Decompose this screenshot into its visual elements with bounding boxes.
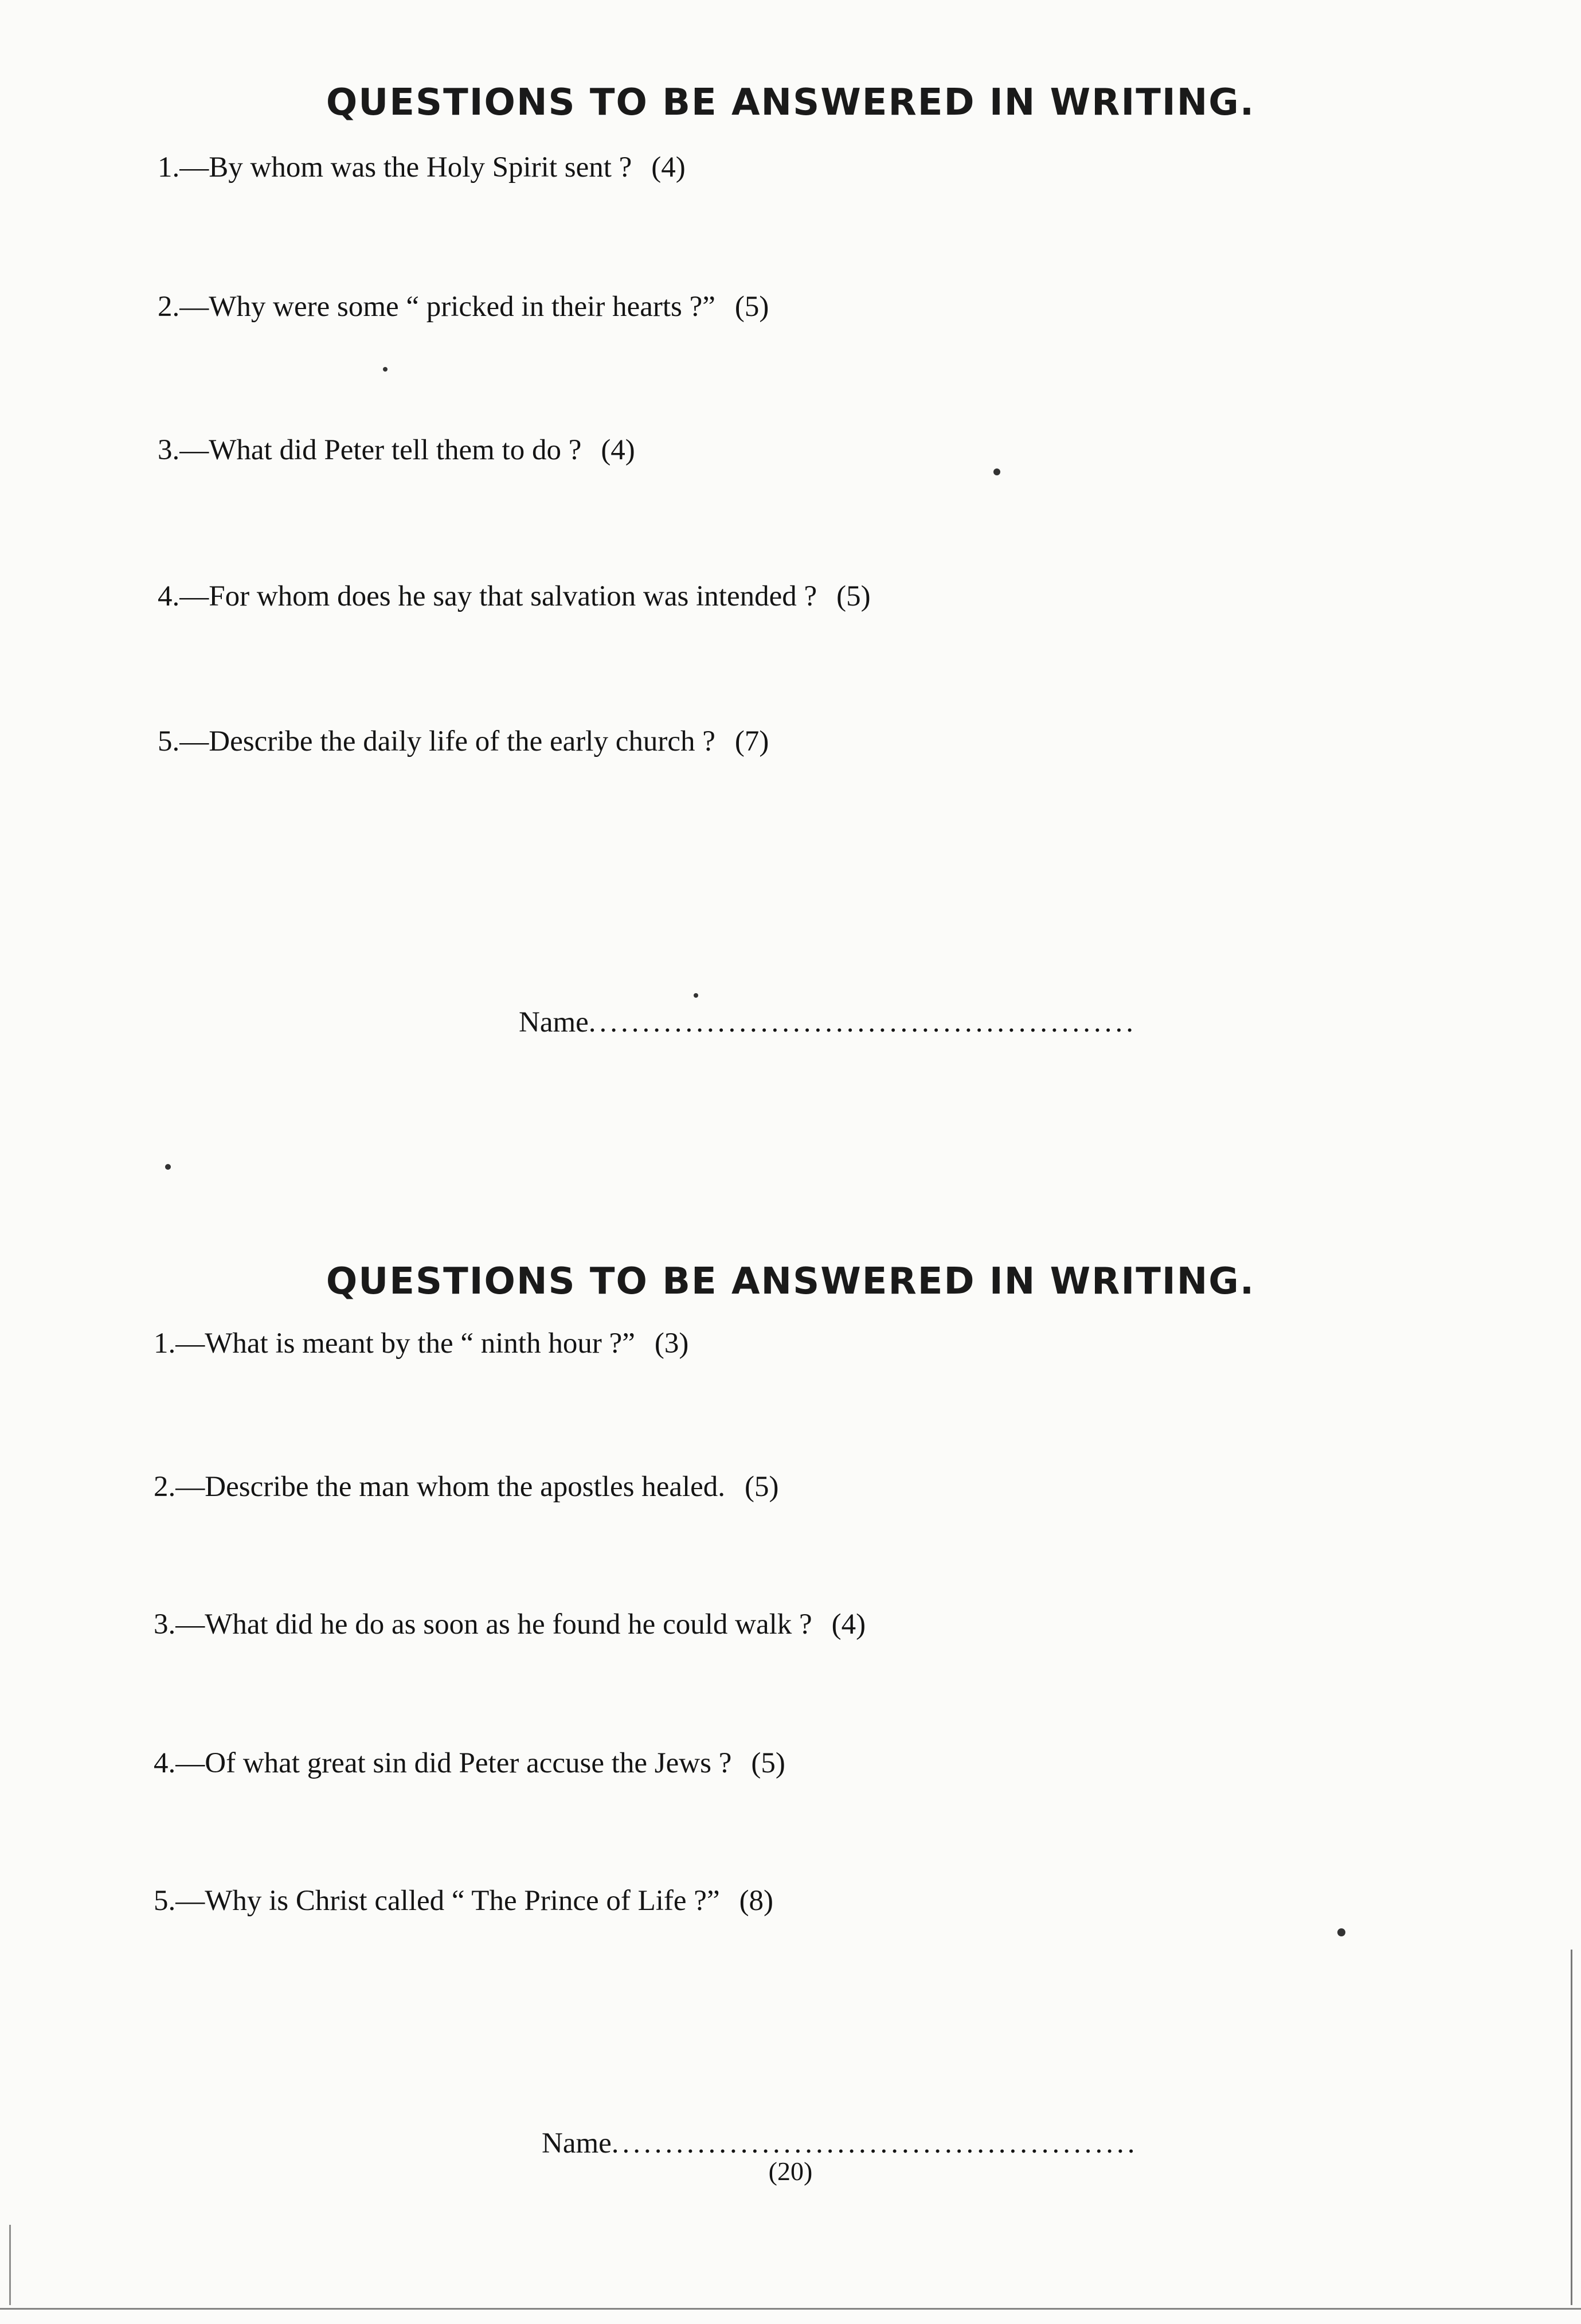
- question-marks: (5): [751, 1747, 785, 1779]
- question-marks: (5): [836, 580, 871, 612]
- question-number: 3.—: [154, 1608, 205, 1641]
- question-number: 4.—: [158, 580, 209, 612]
- page-right-edge: [1571, 1950, 1572, 2305]
- section-2-question-3: [154, 1610, 866, 1639]
- question-text: For whom does he say that salvation was intended ?: [209, 580, 817, 612]
- page-number: (20): [768, 2157, 813, 2186]
- section-1-heading: QUESTIONS TO BE ANSWERED IN WRITING.: [326, 81, 1255, 124]
- question-text: What did he do as soon as he found he could walk ?: [205, 1608, 812, 1641]
- section-2-name-field[interactable]: [542, 2129, 1138, 2158]
- section-1-question-3: [158, 436, 635, 465]
- question-marks: (3): [654, 1327, 689, 1360]
- scan-speck: [165, 1164, 171, 1170]
- scan-speck: [694, 993, 698, 998]
- question-number: 2.—: [154, 1471, 205, 1503]
- name-dots: .................................................: [611, 2127, 1138, 2159]
- scan-speck: [993, 468, 1000, 475]
- question-text: Of what great sin did Peter accuse the Jews ?: [205, 1747, 732, 1779]
- section-2-question-2: [154, 1472, 779, 1502]
- question-text: What did Peter tell them to do ?: [209, 434, 582, 466]
- section-2-heading: QUESTIONS TO BE ANSWERED IN WRITING.: [326, 1260, 1255, 1303]
- page-left-edge: [9, 2225, 11, 2305]
- question-marks: (5): [745, 1471, 779, 1503]
- section-1-question-4: [158, 582, 871, 611]
- section-1-question-1: [158, 153, 686, 182]
- page-bottom-edge: [0, 2308, 1581, 2310]
- question-number: 5.—: [158, 725, 209, 757]
- name-dots: ...................................................: [588, 1006, 1137, 1038]
- section-2-question-5: [154, 1886, 773, 1916]
- question-text: Why is Christ called “ The Prince of Life ?”: [205, 1885, 720, 1917]
- scan-speck: [383, 367, 388, 372]
- question-text: What is meant by the “ ninth hour ?”: [205, 1327, 635, 1360]
- question-text: Describe the daily life of the early church ?: [209, 725, 715, 757]
- question-marks: (4): [831, 1608, 866, 1641]
- scan-speck: [1337, 1928, 1345, 1936]
- question-text: Why were some “ pricked in their hearts ?”: [209, 291, 715, 323]
- section-2-question-1: [154, 1329, 688, 1358]
- question-marks: (8): [739, 1885, 774, 1917]
- name-label: Name: [542, 2127, 612, 2159]
- section-1-question-2: [158, 292, 769, 322]
- question-marks: (4): [601, 434, 635, 466]
- question-number: 1.—: [158, 151, 209, 183]
- question-number: 2.—: [158, 291, 209, 323]
- question-number: 3.—: [158, 434, 209, 466]
- section-1-question-5: [158, 727, 769, 756]
- section-2-question-4: [154, 1749, 785, 1778]
- question-number: 5.—: [154, 1885, 205, 1917]
- question-text: Describe the man whom the apostles healed.: [205, 1471, 726, 1503]
- question-marks: (5): [734, 291, 769, 323]
- question-text: By whom was the Holy Spirit sent ?: [209, 151, 632, 183]
- question-number: 4.—: [154, 1747, 205, 1779]
- question-marks: (7): [734, 725, 769, 757]
- name-label: Name: [519, 1006, 589, 1038]
- question-number: 1.—: [154, 1327, 205, 1360]
- section-1-name-field[interactable]: [519, 1008, 1137, 1037]
- question-marks: (4): [651, 151, 686, 183]
